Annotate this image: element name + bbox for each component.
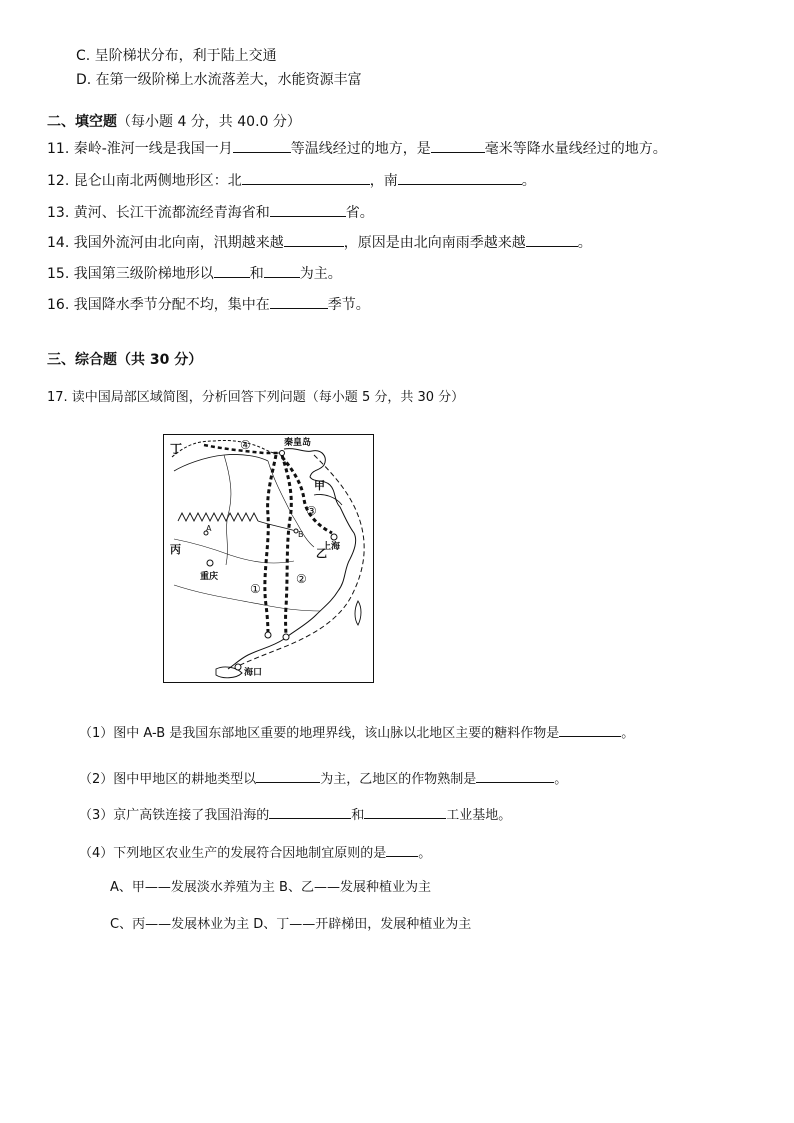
q12-blank-1[interactable]: [242, 170, 370, 185]
q13-blank-1[interactable]: [270, 202, 346, 217]
subquestion-3: [79, 804, 511, 826]
question-14: [47, 232, 592, 253]
s1-text-a: （1）图中 A-B 是我国东部地区重要的地理界线，该山脉以北地区主要的糖料作物是: [79, 726, 560, 741]
q14-text-a: 14. 我国外流河由北向南，汛期越来越: [47, 235, 284, 251]
q15-blank-1[interactable]: [214, 263, 250, 278]
s3-text-c: 工业基地。: [446, 808, 512, 823]
q14-text-b: ，原因是由北向南雨季越来越: [343, 235, 526, 251]
subquestion-4-options-ab: A、甲——发展淡水养殖为主 B、乙——发展种植业为主: [110, 880, 431, 895]
label-haikou: 海口: [244, 668, 263, 678]
question-16: [47, 294, 370, 315]
q14-blank-2[interactable]: [526, 232, 578, 247]
province-line-3: [174, 539, 294, 563]
q11-text-c: 毫米等降水量线经过的地方。: [484, 141, 667, 157]
label-bing: 丙: [170, 543, 181, 556]
china-region-map: [163, 434, 374, 683]
label-route-1: ①: [250, 582, 261, 596]
railway-2: [282, 455, 291, 639]
section-3-heading: 三、综合题（共 30 分）: [47, 352, 203, 368]
q15-text-a: 15. 我国第三级阶梯地形以: [47, 266, 214, 282]
taiwan-island: [355, 601, 361, 625]
question-13: [47, 202, 374, 223]
shanghai-dot: [331, 534, 337, 540]
s2-text-b: 为主，乙地区的作物熟制是: [320, 772, 477, 787]
q15-blank-2[interactable]: [264, 263, 300, 278]
question-15: [47, 263, 342, 284]
label-jia: 甲: [314, 479, 325, 492]
s4-blank-1[interactable]: [386, 842, 418, 857]
q12-blank-2[interactable]: [398, 170, 522, 185]
northern-boundary-line: [174, 454, 268, 471]
question-12: [47, 170, 536, 191]
subquestion-1: [79, 722, 634, 744]
label-ding: 丁: [170, 442, 183, 456]
s3-blank-2[interactable]: [364, 804, 446, 819]
chongqing-dot: [207, 560, 213, 566]
label-route-3: ③: [306, 504, 317, 518]
s2-blank-1[interactable]: [256, 768, 320, 783]
q13-text-a: 13. 黄河、长江干流都流经青海省和: [47, 205, 270, 221]
city-dot-1: [265, 632, 271, 638]
q11-text-a: 11. 秦岭-淮河一线是我国一月: [47, 141, 233, 157]
s2-blank-2[interactable]: [476, 768, 554, 783]
s1-blank-1[interactable]: [559, 722, 621, 737]
q15-text-b: 和: [249, 266, 264, 282]
s1-text-b: 。: [621, 726, 635, 741]
label-yi: 乙: [316, 547, 327, 560]
label-b: B: [298, 530, 304, 539]
qinhuangdao-dot: [280, 451, 285, 456]
qinling-mountains: [178, 513, 258, 521]
q11-blank-1[interactable]: [233, 138, 291, 153]
s2-text-c: 。: [554, 772, 568, 787]
section-2-title: 二、填空题: [47, 114, 117, 130]
s4-text-b: 。: [418, 846, 432, 861]
q11-text-b: 等温线经过的地方，是: [290, 141, 431, 157]
label-shanghai: 上海: [322, 542, 341, 552]
label-qinhuangdao: 秦皇岛: [284, 438, 312, 448]
q15-text-c: 为主。: [299, 266, 342, 282]
haikou-dot: [235, 664, 241, 670]
s3-blank-1[interactable]: [269, 804, 351, 819]
q16-text-b: 季节。: [327, 297, 370, 313]
label-route-4: ④: [240, 438, 251, 452]
q12-text-c: 。: [521, 173, 536, 189]
q16-blank-1[interactable]: [270, 294, 328, 309]
q14-blank-1[interactable]: [284, 232, 344, 247]
q13-text-b: 省。: [345, 205, 374, 221]
question-17-stem: 17. 读中国局部区域简图，分析回答下列问题（每小题 5 分，共 30 分）: [47, 390, 465, 405]
q12-text-a: 12. 昆仑山南北两侧地形区：北: [47, 173, 242, 189]
province-line-1: [224, 455, 231, 565]
subquestion-4: [79, 842, 431, 864]
q11-blank-2[interactable]: [431, 138, 485, 153]
coastline: [228, 449, 356, 669]
province-line-4: [174, 585, 320, 611]
q14-text-c: 。: [577, 235, 592, 251]
s3-text-a: （3）京广高铁连接了我国沿海的: [79, 808, 270, 823]
s2-text-a: （2）图中甲地区的耕地类型以: [79, 772, 257, 787]
option-c: C. 呈阶梯状分布，利于陆上交通: [76, 48, 277, 64]
section-2-note: （每小题 4 分，共 40.0 分）: [117, 114, 301, 130]
option-d: D. 在第一级阶梯上水流落差大，水能资源丰富: [76, 72, 362, 88]
city-dot-2: [283, 634, 289, 640]
subquestion-4-options-cd: C、丙——发展林业为主 D、丁——开辟梯田，发展种植业为主: [110, 917, 472, 932]
label-a: A: [206, 524, 212, 533]
subquestion-2: [79, 768, 567, 790]
railway-1: [265, 455, 276, 637]
question-11: [47, 138, 667, 159]
label-route-2: ②: [296, 572, 307, 586]
q16-text-a: 16. 我国降水季节分配不均，集中在: [47, 297, 270, 313]
map-drawing: [164, 435, 372, 681]
s4-text-a: （4）下列地区农业生产的发展符合因地制宜原则的是: [79, 846, 387, 861]
s3-text-b: 和: [351, 808, 365, 823]
label-chongqing: 重庆: [200, 572, 219, 582]
section-2-heading: [47, 112, 301, 132]
q12-text-b: ，南: [369, 173, 398, 189]
